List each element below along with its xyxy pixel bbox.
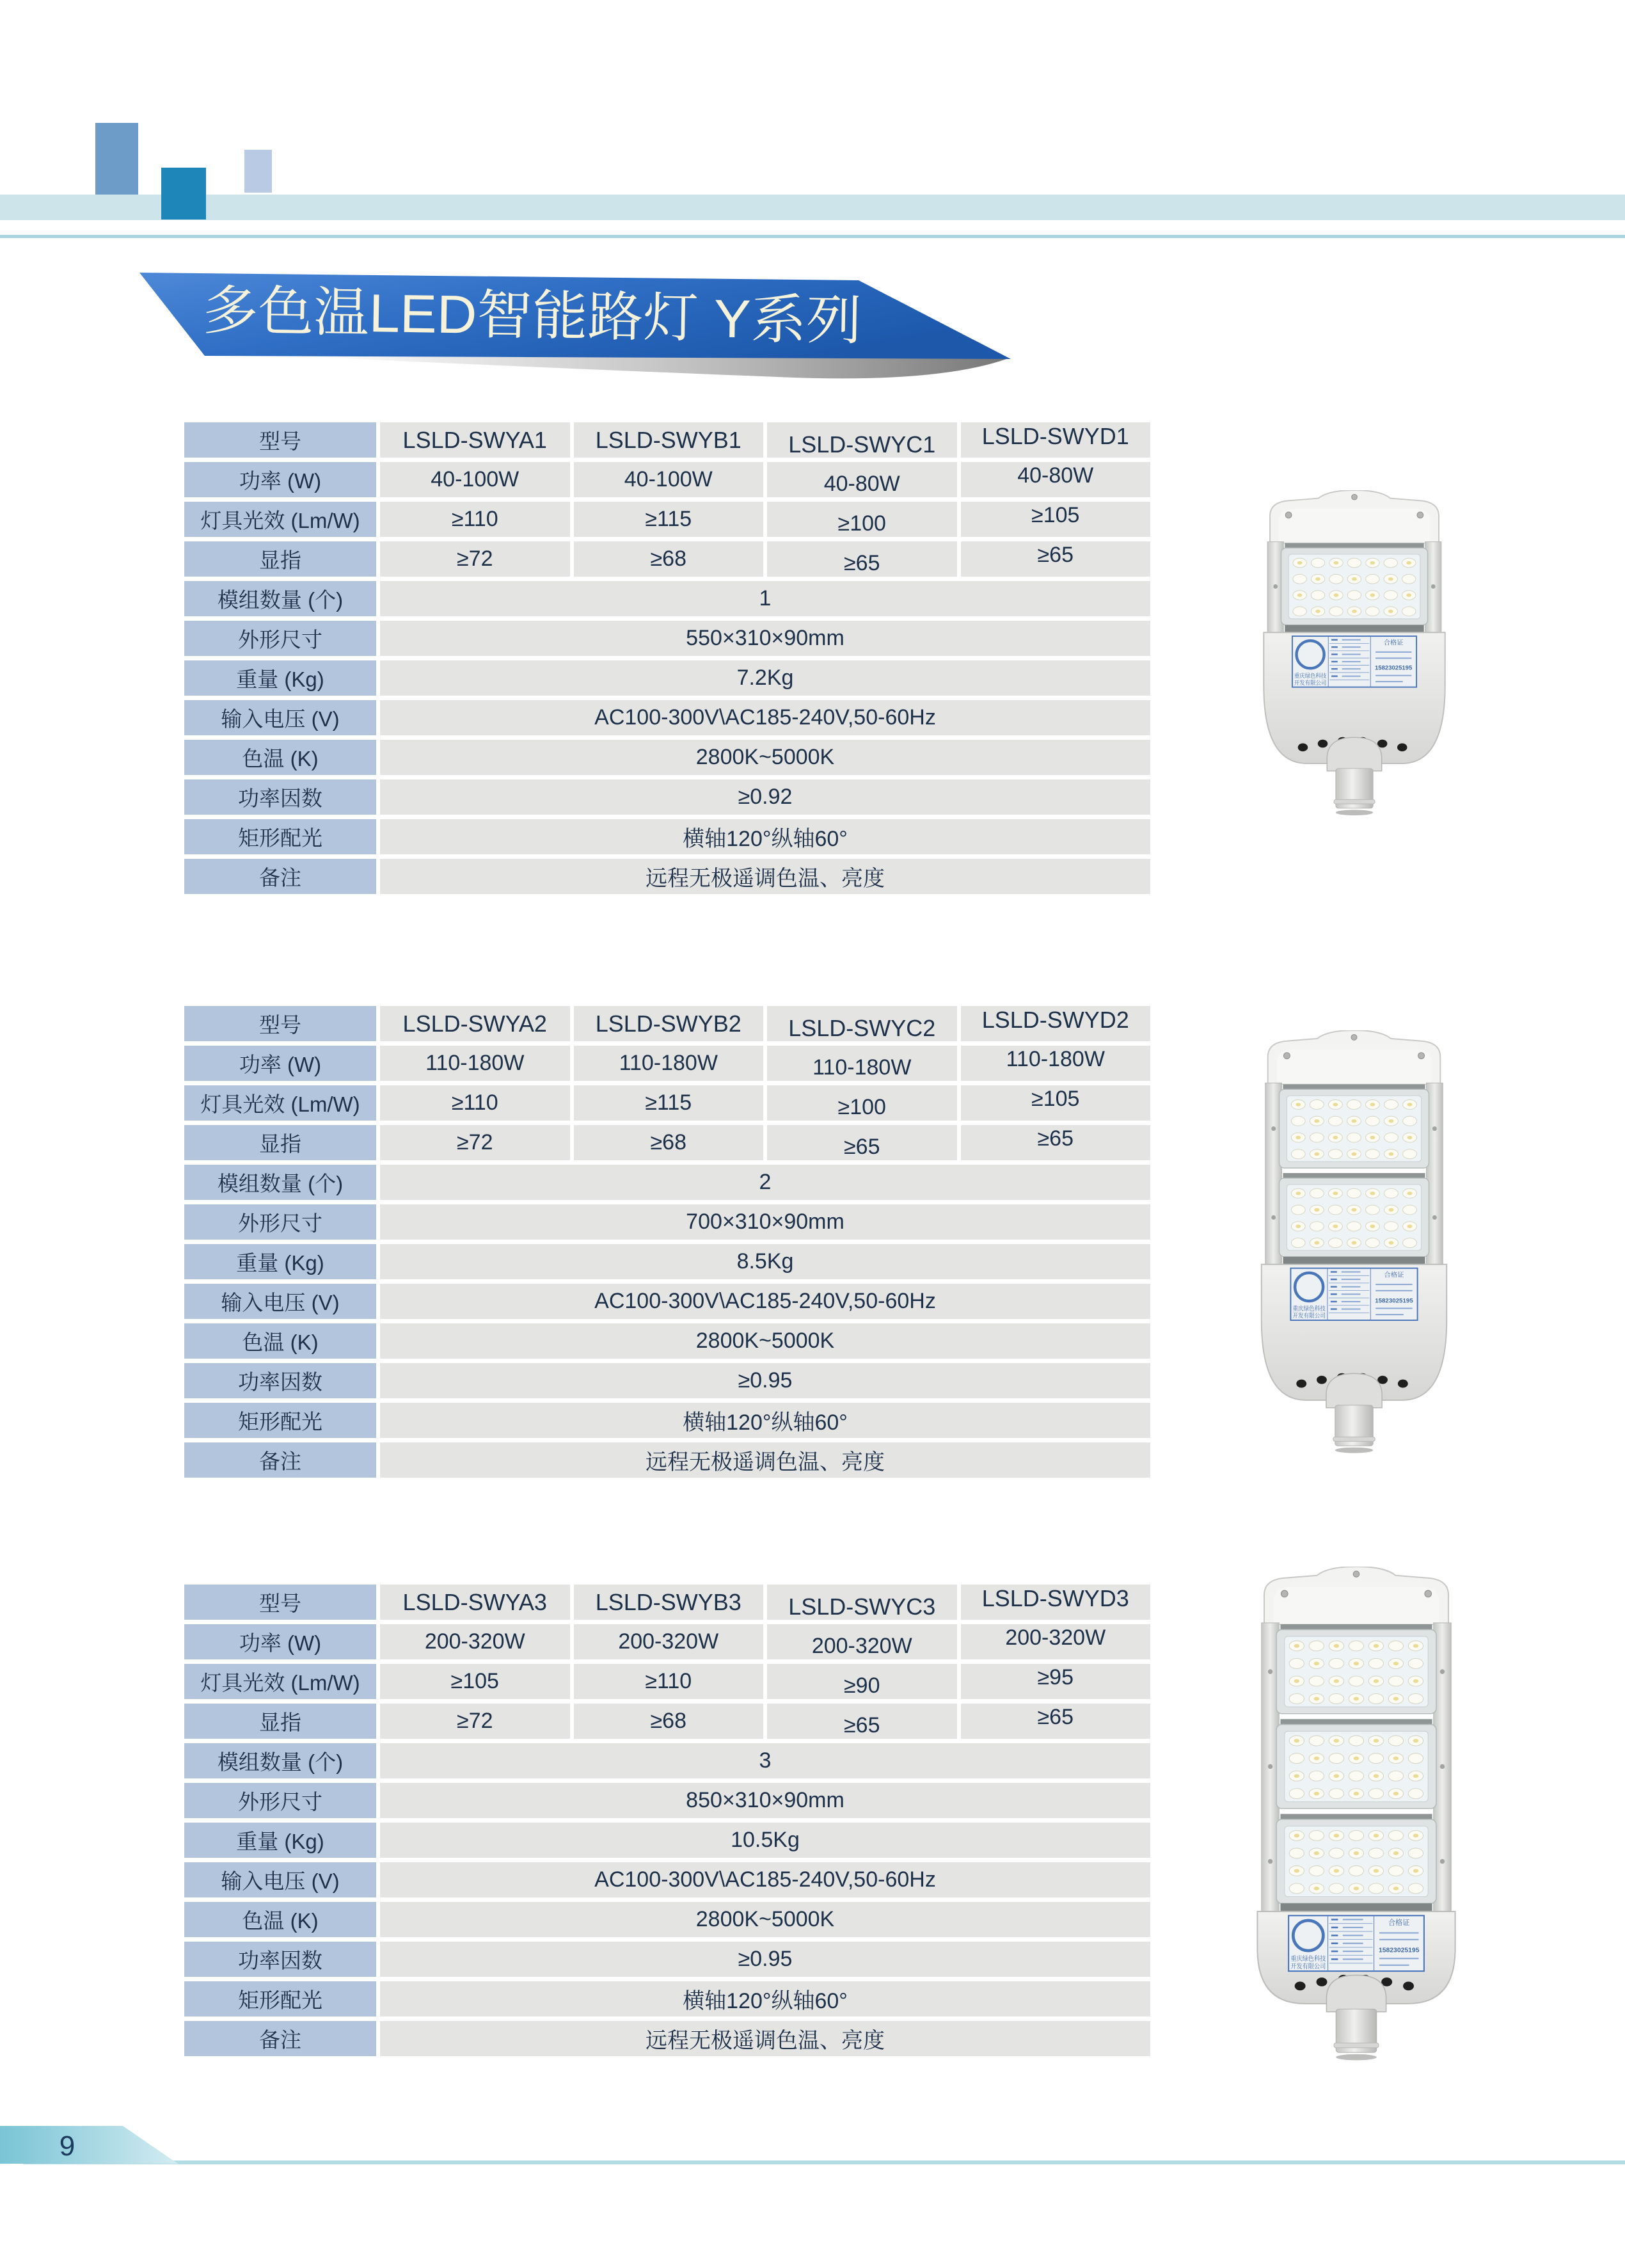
merged-value-cell: 8.5Kg — [380, 1244, 1150, 1279]
value-cell: ≥105 — [961, 502, 1151, 537]
row-label-cell: 重量 (Kg) — [184, 1823, 376, 1858]
street-light-illustration — [1249, 490, 1460, 818]
value-cell: ≥95 — [961, 1664, 1151, 1699]
row-label-cell: 色温 (K) — [184, 740, 376, 775]
row-label-cell: 模组数量 (个) — [184, 1165, 376, 1200]
header-decoration — [0, 0, 1625, 416]
svg-text:合格证: 合格证 — [1384, 1272, 1404, 1279]
value-cell: ≥110 — [380, 502, 570, 537]
value-cell: ≥100 — [767, 1085, 957, 1121]
merged-value-cell: 7.2Kg — [380, 660, 1150, 696]
banner-shadow — [301, 356, 1008, 378]
row-label-cell: 重量 (Kg) — [184, 1244, 376, 1279]
value-cell: ≥68 — [574, 1704, 764, 1739]
row-label-cell: 矩形配光 — [184, 819, 376, 854]
value-cell: ≥105 — [961, 1085, 1151, 1121]
value-cell: 40-80W — [767, 462, 957, 497]
row-label-cell: 功率因数 — [184, 1942, 376, 1977]
teal-thin-line — [0, 235, 1625, 238]
model-cell: LSLD-SWYB2 — [574, 1006, 764, 1041]
row-label-cell: 输入电压 (V) — [184, 1862, 376, 1897]
merged-value-cell: 远程无极遥调色温、亮度 — [380, 1442, 1150, 1478]
value-cell: ≥65 — [767, 1704, 957, 1739]
row-label-cell: 灯具光效 (Lm/W) — [184, 1085, 376, 1121]
model-cell: LSLD-SWYA1 — [380, 422, 570, 458]
model-cell: LSLD-SWYC2 — [767, 1006, 957, 1041]
merged-value-cell: 10.5Kg — [380, 1823, 1150, 1858]
value-cell: ≥110 — [574, 1664, 764, 1699]
model-cell: LSLD-SWYA2 — [380, 1006, 570, 1041]
row-label-cell: 型号 — [184, 422, 376, 458]
row-label-cell: 型号 — [184, 1006, 376, 1041]
merged-value-cell: 2 — [380, 1165, 1150, 1200]
model-cell: LSLD-SWYB1 — [574, 422, 764, 458]
row-label-cell: 外形尺寸 — [184, 1783, 376, 1818]
row-label-cell: 灯具光效 (Lm/W) — [184, 502, 376, 537]
model-cell: LSLD-SWYB3 — [574, 1585, 764, 1620]
svg-text:重庆绿色科技: 重庆绿色科技 — [1294, 673, 1330, 680]
row-label-cell: 外形尺寸 — [184, 621, 376, 656]
merged-value-cell: 横轴120°纵轴60° — [380, 1403, 1150, 1438]
merged-value-cell: 2800K~5000K — [380, 740, 1150, 775]
row-label-cell: 显指 — [184, 1125, 376, 1160]
value-cell: ≥65 — [961, 541, 1151, 577]
row-label-cell: 显指 — [184, 541, 376, 577]
spec-table-3 — [184, 1585, 1150, 2056]
svg-text:15823025195: 15823025195 — [1375, 664, 1413, 671]
svg-text:合格证: 合格证 — [1383, 639, 1404, 647]
value-cell: ≥65 — [767, 1125, 957, 1160]
street-light-photo-2 — [1246, 1030, 1462, 1456]
row-label-cell: 外形尺寸 — [184, 1204, 376, 1240]
value-cell: ≥110 — [380, 1085, 570, 1121]
row-label-cell: 功率 (W) — [184, 1624, 376, 1659]
value-cell: ≥115 — [574, 502, 764, 537]
page-number: 9 — [59, 2130, 75, 2162]
row-label-cell: 模组数量 (个) — [184, 1743, 376, 1778]
row-label-cell: 灯具光效 (Lm/W) — [184, 1664, 376, 1699]
value-cell: ≥72 — [380, 1704, 570, 1739]
merged-value-cell: 2800K~5000K — [380, 1902, 1150, 1937]
merged-value-cell: 850×310×90mm — [380, 1783, 1150, 1818]
merged-value-cell: ≥0.95 — [380, 1942, 1150, 1977]
row-label-cell: 功率因数 — [184, 779, 376, 815]
street-light-illustration — [1241, 1567, 1471, 2063]
row-label-cell: 色温 (K) — [184, 1902, 376, 1937]
svg-text:开发有限公司: 开发有限公司 — [1292, 1312, 1326, 1320]
model-cell: LSLD-SWYC1 — [767, 422, 957, 458]
spec-table-2 — [184, 1006, 1150, 1478]
merged-value-cell: ≥0.95 — [380, 1363, 1150, 1398]
model-cell: LSLD-SWYD2 — [961, 1006, 1151, 1041]
decor-bar-3 — [244, 150, 272, 193]
model-cell: LSLD-SWYD3 — [961, 1585, 1151, 1620]
value-cell: 110-180W — [574, 1046, 764, 1081]
row-label-cell: 矩形配光 — [184, 1981, 376, 2016]
model-cell: LSLD-SWYC3 — [767, 1585, 957, 1620]
street-light-photo-1 — [1249, 490, 1460, 818]
merged-value-cell: AC100-300V\AC185-240V,50-60Hz — [380, 1862, 1150, 1897]
footer-page-tab — [0, 2126, 178, 2164]
row-label-cell: 功率 (W) — [184, 462, 376, 497]
street-light-photo-3 — [1241, 1567, 1471, 2063]
svg-text:合格证: 合格证 — [1388, 1919, 1410, 1928]
footer — [0, 2105, 1625, 2268]
value-cell: ≥65 — [767, 541, 957, 577]
value-cell: 40-80W — [961, 462, 1151, 497]
value-cell: 40-100W — [380, 462, 570, 497]
value-cell: 110-180W — [767, 1046, 957, 1081]
value-cell: ≥68 — [574, 1125, 764, 1160]
value-cell: ≥72 — [380, 1125, 570, 1160]
row-label-cell: 输入电压 (V) — [184, 700, 376, 735]
row-label-cell: 色温 (K) — [184, 1323, 376, 1359]
row-label-cell: 备注 — [184, 859, 376, 894]
value-cell: 200-320W — [767, 1624, 957, 1659]
model-cell: LSLD-SWYA3 — [380, 1585, 570, 1620]
decor-bar-2 — [161, 168, 206, 220]
page-title: 多色温LED智能路灯 Y系列 — [202, 280, 843, 351]
svg-text:开发有限公司: 开发有限公司 — [1290, 1963, 1329, 1970]
value-cell: ≥100 — [767, 502, 957, 537]
row-label-cell: 型号 — [184, 1585, 376, 1620]
merged-value-cell: 700×310×90mm — [380, 1204, 1150, 1240]
merged-value-cell: AC100-300V\AC185-240V,50-60Hz — [380, 1284, 1150, 1319]
value-cell: 200-320W — [380, 1624, 570, 1659]
merged-value-cell: 远程无极遥调色温、亮度 — [380, 859, 1150, 894]
svg-text:重庆绿色科技: 重庆绿色科技 — [1292, 1305, 1326, 1313]
row-label-cell: 功率因数 — [184, 1363, 376, 1398]
value-cell: ≥115 — [574, 1085, 764, 1121]
merged-value-cell: 3 — [380, 1743, 1150, 1778]
merged-value-cell: 远程无极遥调色温、亮度 — [380, 2021, 1150, 2056]
merged-value-cell: 2800K~5000K — [380, 1323, 1150, 1359]
teal-band — [0, 195, 1625, 220]
svg-text:15823025195: 15823025195 — [1378, 1947, 1420, 1954]
value-cell: ≥90 — [767, 1664, 957, 1699]
merged-value-cell: 550×310×90mm — [380, 621, 1150, 656]
merged-value-cell: 横轴120°纵轴60° — [380, 1981, 1150, 2016]
model-cell: LSLD-SWYD1 — [961, 422, 1151, 458]
spec-table-1 — [184, 422, 1150, 894]
svg-text:开发有限公司: 开发有限公司 — [1294, 679, 1330, 686]
value-cell: 40-100W — [574, 462, 764, 497]
footer-line — [23, 2160, 1625, 2164]
row-label-cell: 矩形配光 — [184, 1403, 376, 1438]
row-label-cell: 显指 — [184, 1704, 376, 1739]
value-cell: 110-180W — [961, 1046, 1151, 1081]
row-label-cell: 输入电压 (V) — [184, 1284, 376, 1319]
value-cell: 200-320W — [961, 1624, 1151, 1659]
value-cell: 200-320W — [574, 1624, 764, 1659]
row-label-cell: 重量 (Kg) — [184, 660, 376, 696]
row-label-cell: 模组数量 (个) — [184, 581, 376, 616]
value-cell: 110-180W — [380, 1046, 570, 1081]
merged-value-cell: 1 — [380, 581, 1150, 616]
street-light-illustration — [1246, 1030, 1462, 1456]
merged-value-cell: 横轴120°纵轴60° — [380, 819, 1150, 854]
value-cell: ≥105 — [380, 1664, 570, 1699]
merged-value-cell: AC100-300V\AC185-240V,50-60Hz — [380, 700, 1150, 735]
value-cell: ≥68 — [574, 541, 764, 577]
value-cell: ≥65 — [961, 1125, 1151, 1160]
value-cell: ≥72 — [380, 541, 570, 577]
row-label-cell: 备注 — [184, 2021, 376, 2056]
svg-text:15823025195: 15823025195 — [1375, 1297, 1413, 1304]
row-label-cell: 备注 — [184, 1442, 376, 1478]
value-cell: ≥65 — [961, 1704, 1151, 1739]
svg-text:重庆绿色科技: 重庆绿色科技 — [1290, 1956, 1329, 1963]
row-label-cell: 功率 (W) — [184, 1046, 376, 1081]
decor-bar-1 — [95, 123, 138, 195]
merged-value-cell: ≥0.92 — [380, 779, 1150, 815]
